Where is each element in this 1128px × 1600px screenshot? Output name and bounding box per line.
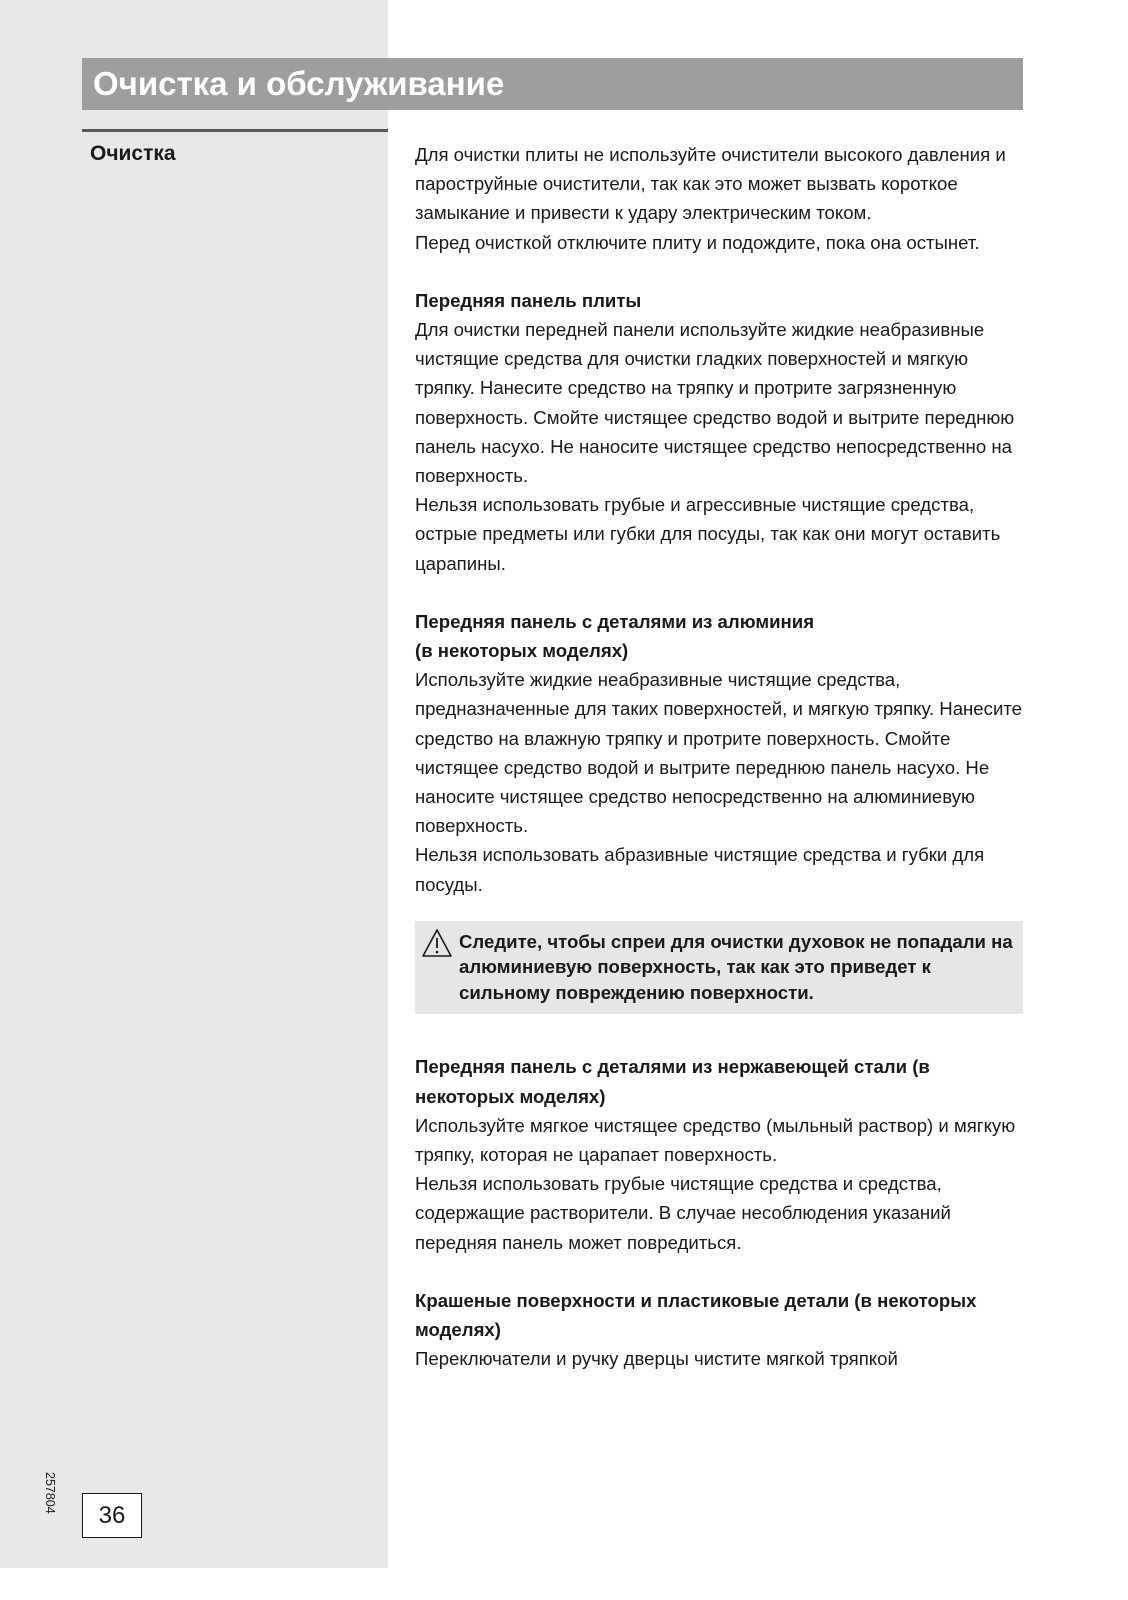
section-divider bbox=[82, 129, 388, 132]
subheading-aluminium-line-1: Передняя панель с деталями из алюминия bbox=[415, 610, 815, 632]
front-panel-paragraph-1: Для очистки передней панели используйте жидкие неабразивные чистящие средства для очистки гладких поверхностей и мягкую тряпку. Нанесите средство на тряпку и протрите загрязненную поверхность. Смойте чистящее средство водой и вытрите переднюю панель насухо. Не наносите чистящее средство непосредственно на поверхность. bbox=[415, 319, 1015, 487]
page-title: Очистка и обслуживание bbox=[93, 65, 505, 102]
warning-box bbox=[415, 921, 1023, 1015]
subheading-aluminium-panel bbox=[415, 607, 1027, 665]
warning-text: Следите, чтобы спреи для очистки духовок не попадали на алюминиевую поверхность, так как это приведет к сильному повреждению поверхности. bbox=[459, 930, 1013, 1003]
painted-surfaces-paragraph-1: Переключатели и ручку дверцы чистите мягкой тряпкой bbox=[415, 1348, 898, 1370]
subheading-aluminium-line-2: (в некоторых моделях) bbox=[415, 640, 629, 662]
intro-paragraph-1: Для очистки плиты не используйте очистители высокого давления и пароструйные очистители, так как это может вызвать короткое замыкание и привести к удару электрическим током. bbox=[415, 144, 1006, 224]
spacer bbox=[415, 1257, 1027, 1286]
stainless-panel-paragraph-1: Используйте мягкое чистящее средство (мыльный раствор) и мягкую тряпку, которая не царапает поверхность. bbox=[415, 1114, 1016, 1165]
main-content bbox=[415, 140, 1027, 1373]
document-number: 257804 bbox=[43, 1472, 57, 1514]
aluminium-panel-paragraph-1: Используйте жидкие неабразивные чистящие средства, предназначенные для таких поверхностей, и мягкую тряпку. Нанесите средство на влажную тряпку и протрите поверхность. Смойте чистящее средство водой и вытрите переднюю панель насухо. Не наносите чистящее средство непосредственно на алюминиевую поверхность. bbox=[415, 669, 1022, 837]
page-number: 36 bbox=[82, 1493, 142, 1538]
subheading-stainless-panel: Передняя панель с деталями из нержавеющей стали (в некоторых моделях) bbox=[415, 1056, 930, 1107]
intro-paragraph-2: Перед очисткой отключите плиту и подождите, пока она остынет. bbox=[415, 231, 980, 253]
spacer bbox=[415, 257, 1027, 286]
subheading-painted-surfaces: Крашеные поверхности и пластиковые детали (в некоторых моделях) bbox=[415, 1289, 977, 1340]
warning-triangle-icon bbox=[421, 928, 453, 958]
subheading-front-panel: Передняя панель плиты bbox=[415, 289, 642, 311]
left-margin-band bbox=[0, 0, 388, 1568]
front-panel-paragraph-2: Нельзя использовать грубые и агрессивные чистящие средства, острые предметы или губки для посуды, так как они могут оставить царапины. bbox=[415, 494, 1001, 574]
title-bar bbox=[82, 58, 1023, 110]
spacer bbox=[415, 578, 1027, 607]
section-heading: Очистка bbox=[90, 142, 176, 165]
aluminium-panel-paragraph-2: Нельзя использовать абразивные чистящие средства и губки для посуды. bbox=[415, 844, 985, 895]
stainless-panel-paragraph-2: Нельзя использовать грубые чистящие средства и средства, содержащие растворители. В случае несоблюдения указаний передняя панель может повредиться. bbox=[415, 1173, 951, 1253]
spacer bbox=[415, 1014, 1027, 1052]
